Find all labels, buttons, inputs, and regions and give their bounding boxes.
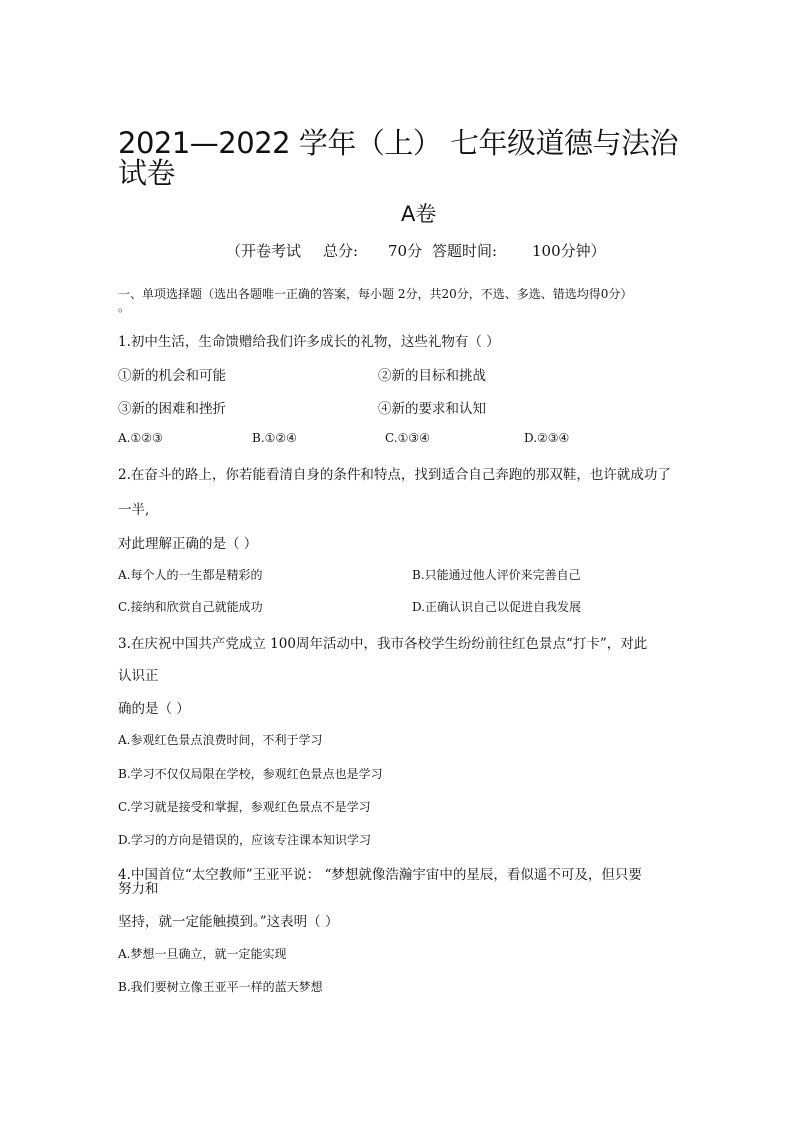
section-header: 一、单项选择题（选出各题唯一正确的答案，每小题 2分，共20分，不选、多选、错选均得0分） xyxy=(118,287,633,301)
q1-option-b: B.①②④ xyxy=(252,431,297,445)
q2-stem-line-3: 对此理解正确的是（ ） xyxy=(118,536,258,552)
q2-stem-line-1: 2.在奋斗的路上，你若能看清自身的条件和特点，找到适合自己奔跑的那双鞋，也许就成功了 xyxy=(118,467,671,483)
exam-info-time-label: 答题时间: xyxy=(432,242,498,260)
q3-option-a: A.参观红色景点浪费时间，不利于学习 xyxy=(118,733,323,747)
q3-stem-line-3: 确的是（ ） xyxy=(118,701,190,717)
q2-option-d: D.正确认识自己以促进自我发展 xyxy=(412,600,582,614)
exam-info-time-value: 100分钟） xyxy=(532,242,606,260)
paper-label: A卷 xyxy=(401,202,437,226)
q3-option-b: B.学习不仅仅局限在学校，参观红色景点也是学习 xyxy=(118,767,383,781)
q2-stem-line-2: 一半, xyxy=(118,502,150,518)
q1-item-2: ②新的目标和挑战 xyxy=(378,368,486,384)
q2-option-a: A.每个人的一生都是精彩的 xyxy=(118,568,263,582)
section-header-tail: 。 xyxy=(118,300,131,314)
q3-stem-line-1: 3.在庆祝中国共产党成立 100周年活动中，我市各校学生纷纷前往红色景点“打卡”，对此 xyxy=(118,636,648,652)
q1-option-c: C.①③④ xyxy=(385,431,430,445)
q3-option-c: C.学习就是接受和掌握，参观红色景点不是学习 xyxy=(118,800,371,814)
q1-option-a: A.①②③ xyxy=(118,431,163,445)
q4-option-a: A.梦想一旦确立，就一定能实现 xyxy=(118,947,287,961)
q4-stem-line-2: 坚持，就一定能触摸到。”这表明（ ） xyxy=(118,914,339,930)
exam-info-mode: （开卷考试 xyxy=(226,242,302,260)
q4-stem-line-1: 4.中国首位“太空教师”王亚平说： “梦想就像浩瀚宇宙中的星辰，看似遥不可及，但只要 xyxy=(118,867,642,883)
exam-info-score-label: 总分: xyxy=(323,242,359,260)
q2-option-b: B.只能通过他人评价来完善自己 xyxy=(412,568,581,582)
title-line-1: 2021—2022 学年（上） 七年级道德与法治 xyxy=(118,126,679,160)
q1-item-3: ③新的困难和挫折 xyxy=(118,401,226,417)
exam-info-score-value: 70分 xyxy=(388,242,423,260)
q1-item-4: ④新的要求和认知 xyxy=(378,401,486,417)
q3-option-d: D.学习的方向是错误的，应该专注课本知识学习 xyxy=(118,833,372,847)
q4-option-b: B.我们要树立像王亚平一样的蓝天梦想 xyxy=(118,980,323,994)
q1-stem: 1.初中生活，生命馈赠给我们许多成长的礼物，这些礼物有（ ） xyxy=(118,334,500,350)
title-line-2: 试卷 xyxy=(118,156,176,190)
q1-option-d: D.②③④ xyxy=(524,431,570,445)
q1-item-1: ①新的机会和可能 xyxy=(118,368,226,384)
q2-option-c: C.接纳和欣赏自己就能成功 xyxy=(118,600,263,614)
q3-stem-line-2: 认识正 xyxy=(118,668,159,684)
q4-stem-line-1b: 努力和 xyxy=(118,881,159,897)
